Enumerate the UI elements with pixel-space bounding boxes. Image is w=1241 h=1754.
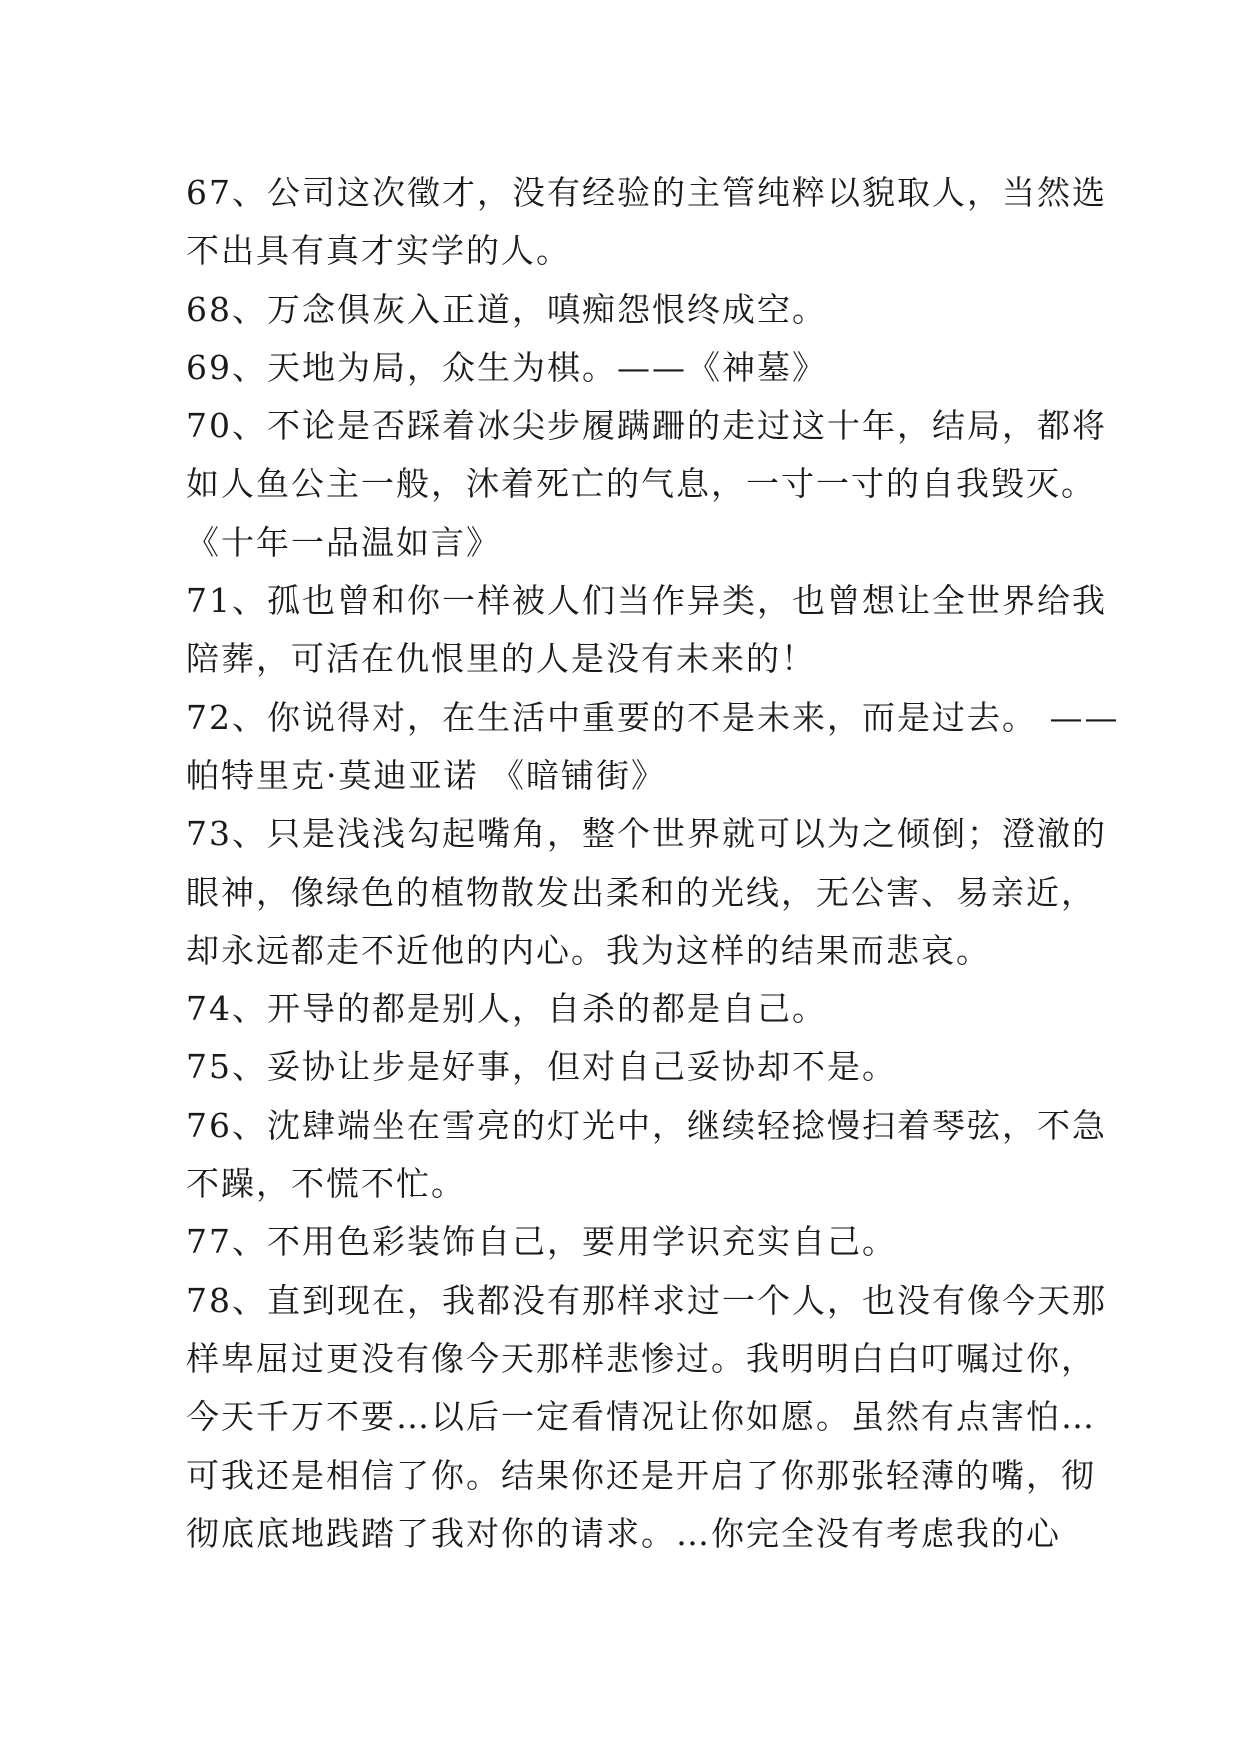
text-line: 眼神，像绿色的植物散发出柔和的光线，无公害、易亲近， [186,872,1096,912]
text-line: 67、公司这次徵才，没有经验的主管纯粹以貌取人，当然选 [186,173,1107,212]
text-line: 74、开导的都是别人，自杀的都是自己。 [186,989,827,1029]
text-line: 样卑屈过更没有像今天那样悲惨过。我明明白白叮嘱过你， [186,1338,1096,1378]
text-line: 今天千万不要…以后一定看情况让你如愿。虽然有点害怕… [186,1397,1096,1437]
text-line: 73、只是浅浅勾起嘴角，整个世界就可以为之倾倒；澄澈的 [186,814,1107,854]
text-line: 68、万念俱灰入正道，嗔痴怨恨终成空。 [186,289,827,329]
text-line: 帕特里克·莫迪亚诺 《暗铺街》 [186,755,666,795]
text-line: 71、孤也曾和你一样被人们当作异类，也曾想让全世界给我 [186,581,1107,621]
text-line: 陪葬，可活在仇恨里的人是没有未来的！ [186,639,816,679]
text-line: 70、不论是否踩着冰尖步履蹒跚的走过这十年，结局，都将 [186,406,1107,446]
text-line: 《十年一品温如言》 [186,522,501,562]
text-line: 77、不用色彩装饰自己，要用学识充实自己。 [186,1222,897,1262]
text-line: 72、你说得对，在生活中重要的不是未来，而是过去。 —— [186,697,1120,737]
text-line: 彻底底地践踏了我对你的请求。…你完全没有考虑我的心 [186,1513,1061,1553]
text-line: 不躁，不慌不忙。 [186,1164,466,1204]
text-line: 却永远都走不近他的内心。我为这样的结果而悲哀。 [186,930,991,970]
text-line: 如人鱼公主一般，沐着死亡的气息，一寸一寸的自我毁灭。 [186,464,1096,504]
text-line: 69、天地为局，众生为棋。——《神墓》 [186,347,827,387]
text-line: 不出具有真才实学的人。 [186,231,571,271]
text-line: 75、妥协让步是好事，但对自己妥协却不是。 [186,1047,897,1087]
document-body [186,164,1120,1563]
text-line: 78、直到现在，我都没有那样求过一个人，也没有像今天那 [186,1280,1107,1320]
text-line: 76、沈肆端坐在雪亮的灯光中，继续轻捻慢扫着琴弦，不急 [186,1105,1107,1145]
text-line: 可我还是相信了你。结果你还是开启了你那张轻薄的嘴，彻 [186,1455,1096,1495]
